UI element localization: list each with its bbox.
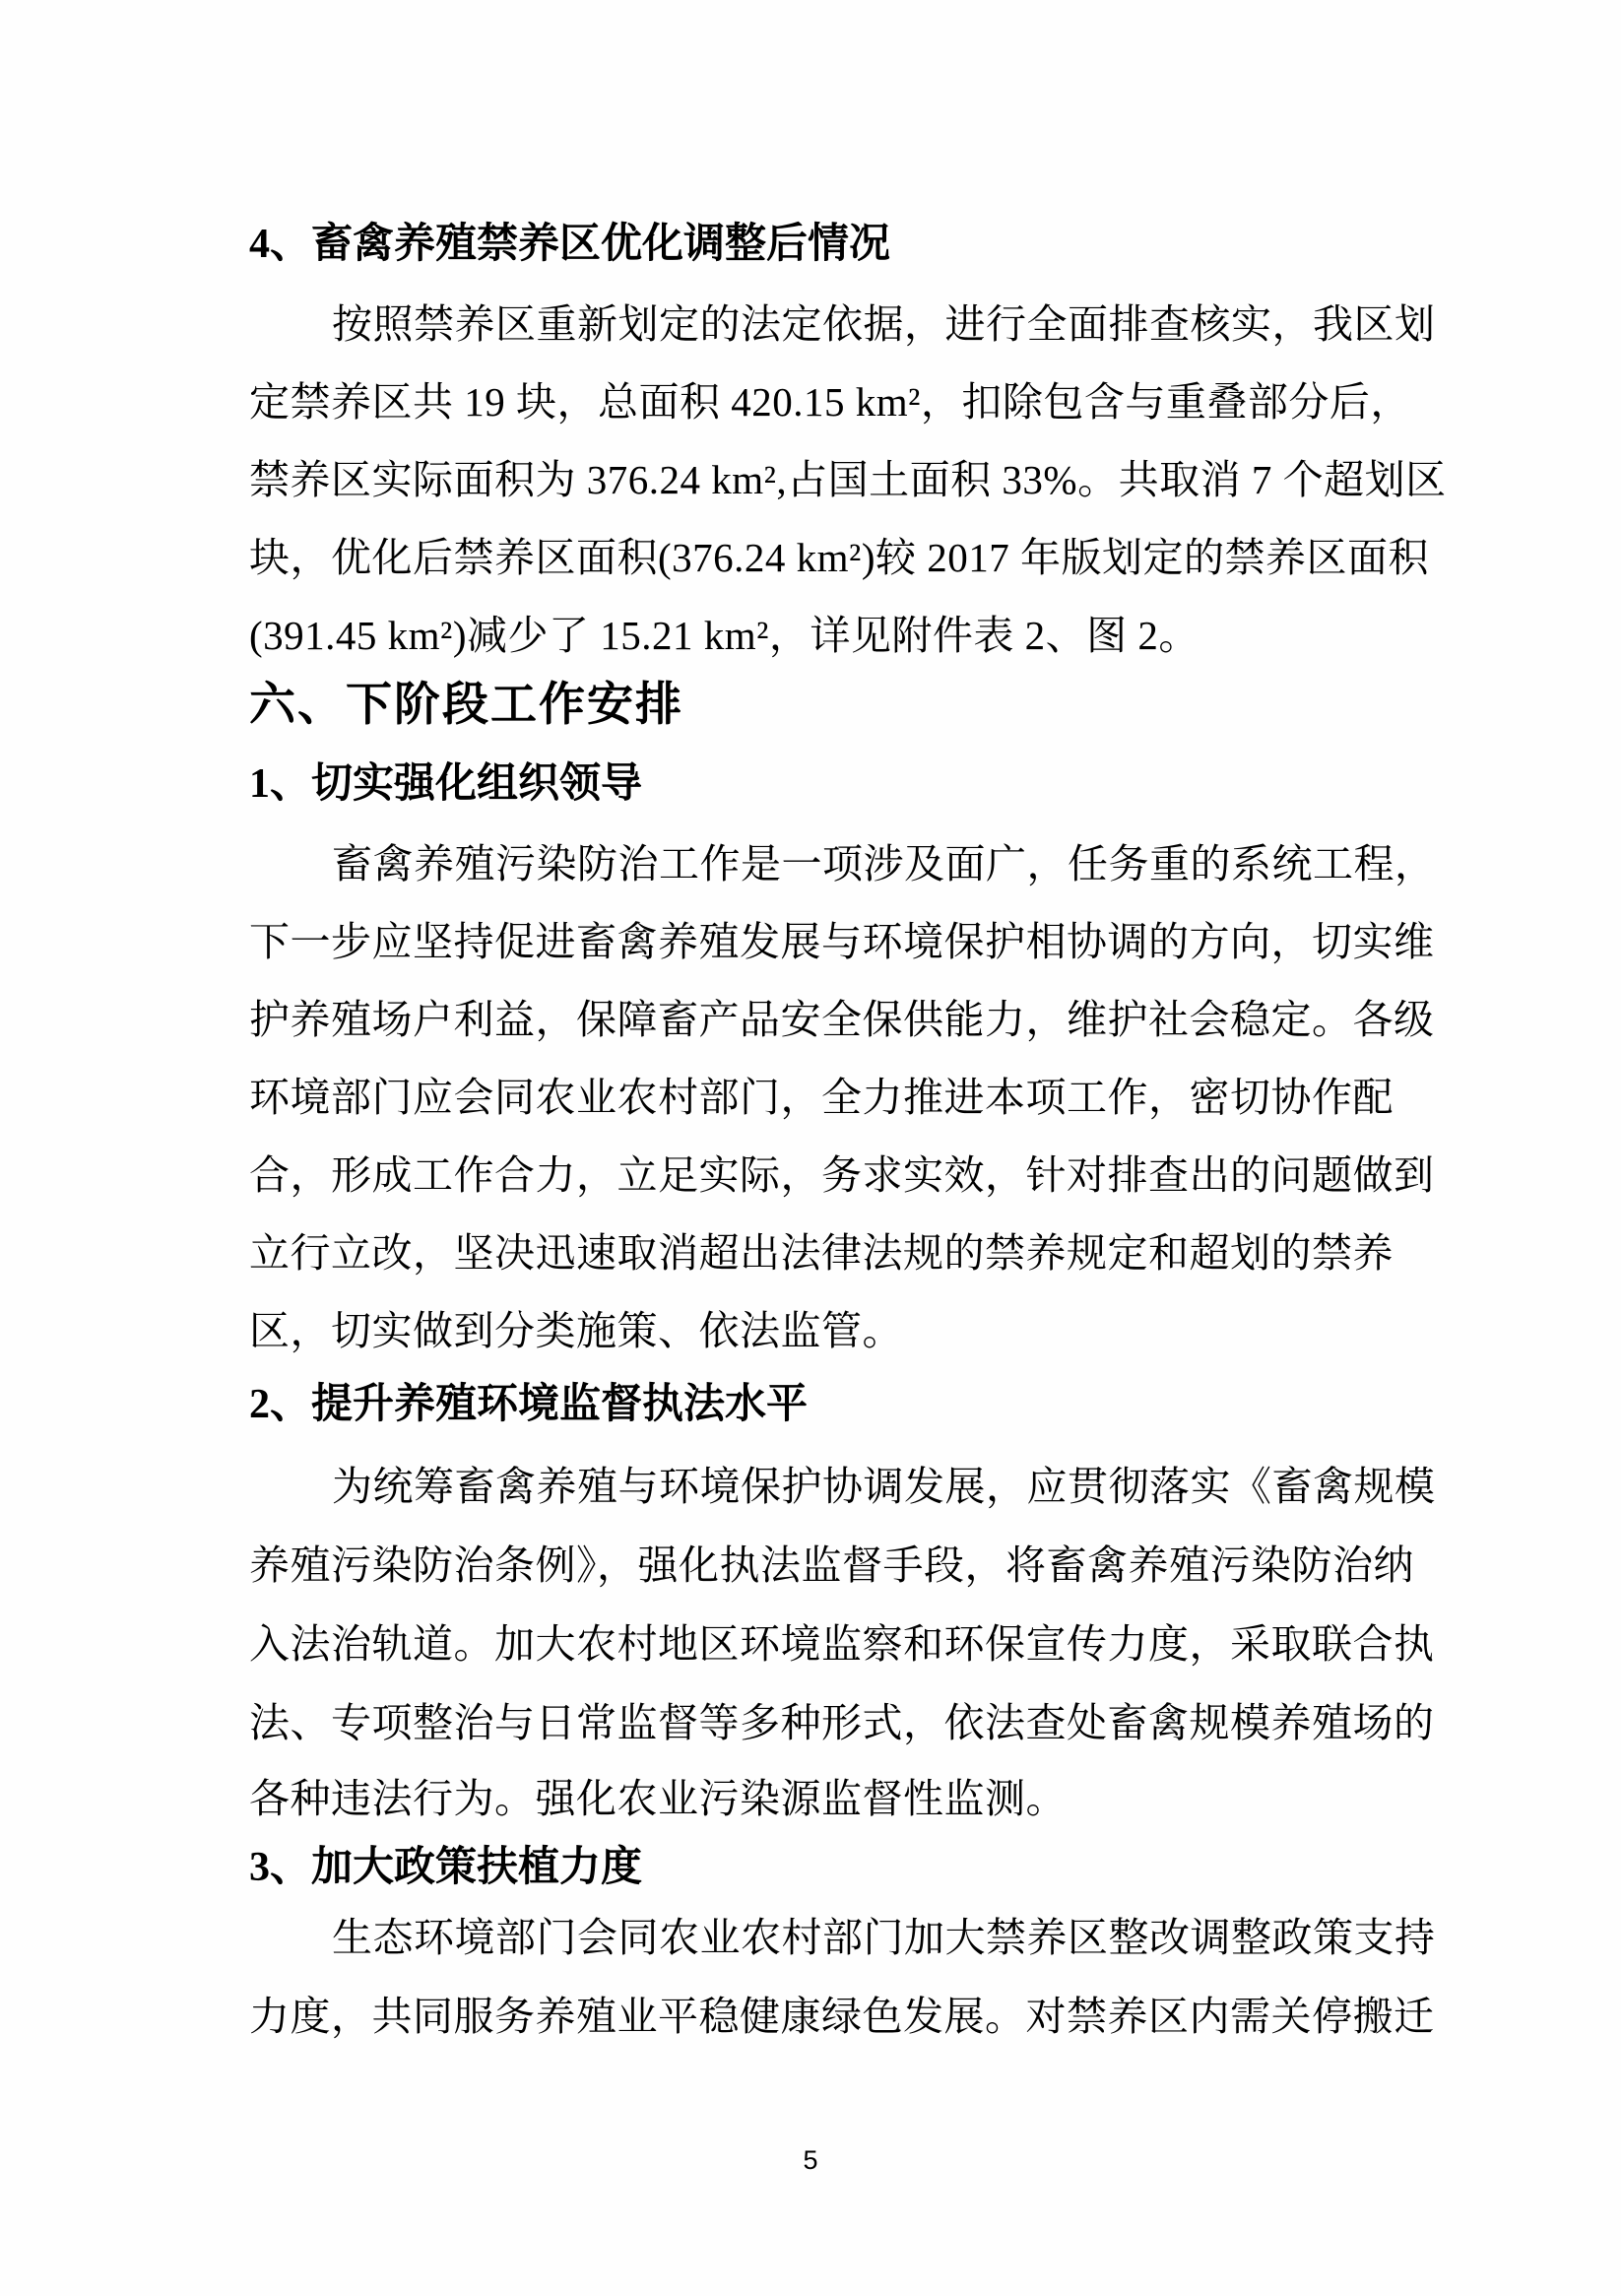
paragraph-line: 禁养区实际面积为 376.24 km²,占国土面积 33%。共取消 7 个超划区 — [249, 457, 1447, 502]
page-number: 5 — [803, 2145, 818, 2175]
paragraph-line: 为统筹畜禽养殖与环境保护协调发展，应贯彻落实《畜禽规模 — [332, 1464, 1436, 1509]
paragraph-line: 定禁养区共 19 块，总面积 420.15 km²，扣除包含与重叠部分后， — [249, 379, 1411, 425]
paragraph-line: (391.45 km²)减少了 15.21 km²，详见附件表 2、图 2。 — [249, 613, 1200, 658]
paragraph-line: 生态环境部门会同农业农村部门加大禁养区整改调整政策支持 — [332, 1915, 1436, 1960]
paragraph-line: 法、专项整治与日常监督等多种形式，依法查处畜禽规模养殖场的 — [249, 1700, 1435, 1745]
paragraph-line: 合，形成工作合力，立足实际，务求实效，针对排查出的问题做到 — [249, 1152, 1435, 1198]
paragraph-line: 力度，共同服务养殖业平稳健康绿色发展。对禁养区内需关停搬迁 — [249, 1994, 1435, 2039]
paragraph-line: 下一步应坚持促进畜禽养殖发展与环境保护相协调的方向，切实维 — [249, 919, 1435, 964]
paragraph-line: 按照禁养区重新划定的法定依据，进行全面排查核实，我区划 — [332, 301, 1436, 347]
paragraph-line: 护养殖场户利益，保障畜产品安全保供能力，维护社会稳定。各级 — [249, 997, 1435, 1042]
paragraph-line: 立行立改，坚决迅速取消超出法律法规的禁养规定和超划的禁养 — [249, 1230, 1394, 1276]
heading-item-2: 2、提升养殖环境监督执法水平 — [249, 1382, 809, 1427]
heading-item-1: 1、切实强化组织领导 — [249, 761, 643, 807]
paragraph-line: 块，优化后禁养区面积(376.24 km²)较 2017 年版划定的禁养区面积 — [249, 535, 1429, 580]
paragraph-line: 区，切实做到分类施策、依法监管。 — [249, 1308, 903, 1353]
paragraph-line: 各种违法行为。强化农业污染源监督性监测。 — [249, 1776, 1067, 1821]
paragraph-line: 养殖污染防治条例》，强化执法监督手段，将畜禽养殖污染防治纳 — [249, 1542, 1414, 1588]
paragraph-line: 入法治轨道。加大农村地区环境监察和环保宣传力度，采取联合执 — [249, 1621, 1435, 1667]
heading-section-4: 4、畜禽养殖禁养区优化调整后情况 — [249, 222, 891, 267]
heading-item-3: 3、加大政策扶植力度 — [249, 1845, 643, 1890]
paragraph-line: 畜禽养殖污染防治工作是一项涉及面广，任务重的系统工程， — [332, 841, 1436, 886]
heading-chapter-6: 六、下阶段工作安排 — [249, 678, 683, 730]
paragraph-line: 环境部门应会同农业农村部门，全力推进本项工作，密切协作配 — [249, 1075, 1394, 1120]
